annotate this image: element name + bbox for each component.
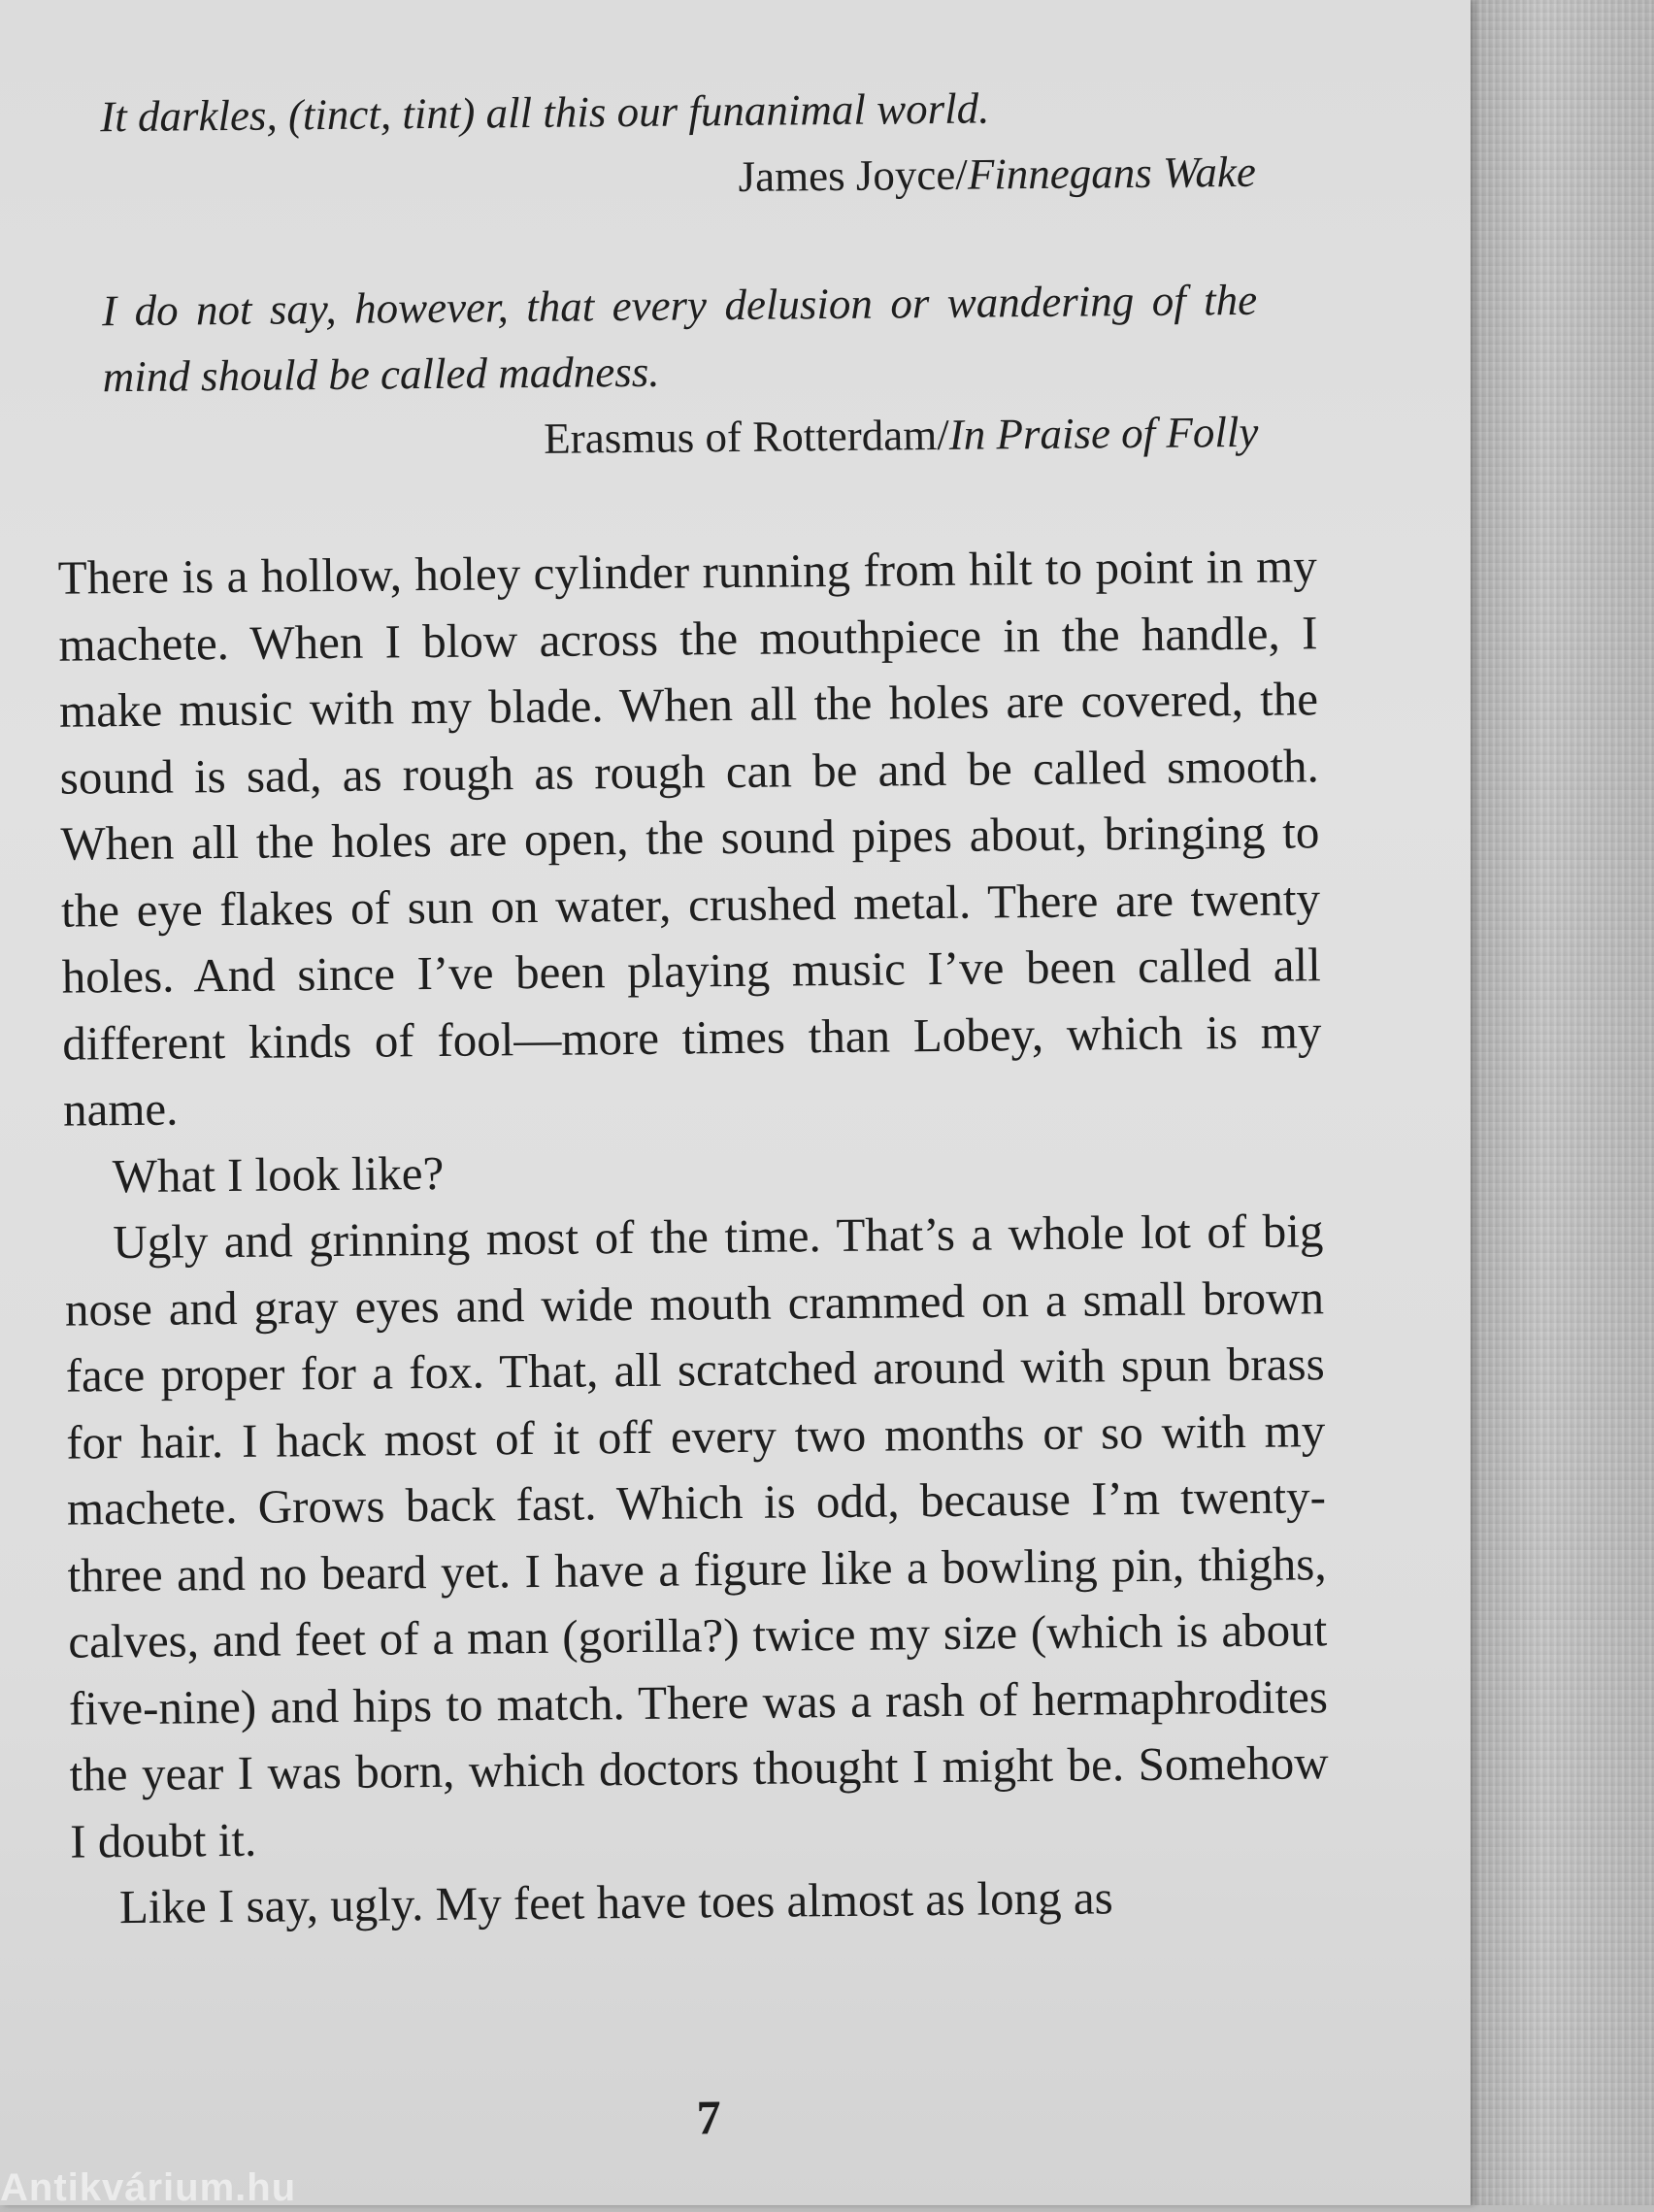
epigraph-erasmus bbox=[102, 267, 1259, 476]
background-surface bbox=[1466, 0, 1654, 2205]
paragraph: There is a hollow, holey cylinder running from hilt to point in my machete. When I blow across the mouthpiece in the handle, I make music with my blade. When all the holes are covered, the sound is sad, as rough as rough can be and be called smooth. When all the holes are open, the sound pipes about, bringing to the eye flakes of sun on water, crushed metal. There are twenty holes. And since I’ve been playing music I’ve been called all different kinds of fool—more times than Lobey, which is my name. bbox=[57, 539, 1322, 1137]
watermark: Antikvárium.hu bbox=[0, 2166, 297, 2209]
epigraph-joyce bbox=[100, 73, 1256, 215]
paragraph: Ugly and grinning most of the time. That’s a whole lot of big nose and gray eyes and wide mouth crammed on a small brown face proper for a fox. That, all scratched around with spun brass for hair. I hack most of it off every two months or so with my machete. Grows back fast. Which is odd, because I’m twenty-three and no beard yet. I have a figure like a bowling pin, thighs, calves, and feet of a man (gorilla?) twice my size (which is about five-nine) and hips to match. There was a rash of hermaphrodites the year I was born, which doctors thought I might be. Somehow I doubt it. bbox=[64, 1204, 1329, 1868]
chapter-body bbox=[57, 533, 1330, 1941]
paragraph: What I look like? bbox=[112, 1145, 445, 1203]
page-number: 7 bbox=[696, 2090, 721, 2145]
epigraph-attribution bbox=[101, 139, 1257, 215]
epigraph-attribution bbox=[103, 399, 1259, 476]
epigraph-author: James Joyce bbox=[738, 149, 956, 201]
paragraph: Like I say, ugly. My feet have toes almost as long as bbox=[118, 1870, 1113, 1934]
epigraph-separator: / bbox=[955, 149, 969, 199]
epigraph-separator: / bbox=[936, 410, 949, 459]
epigraph-author: Erasmus of Rotterdam bbox=[544, 410, 938, 463]
epigraph-quote: It darkles, (tinct, tint) all this our funanimal world. bbox=[99, 83, 990, 142]
epigraph-work: Finnegans Wake bbox=[967, 147, 1257, 199]
epigraph-quote: I do not say, however, that every delusion or wandering of the mind should be called madness. bbox=[101, 275, 1258, 402]
epigraph-work: In Praise of Folly bbox=[948, 407, 1259, 459]
